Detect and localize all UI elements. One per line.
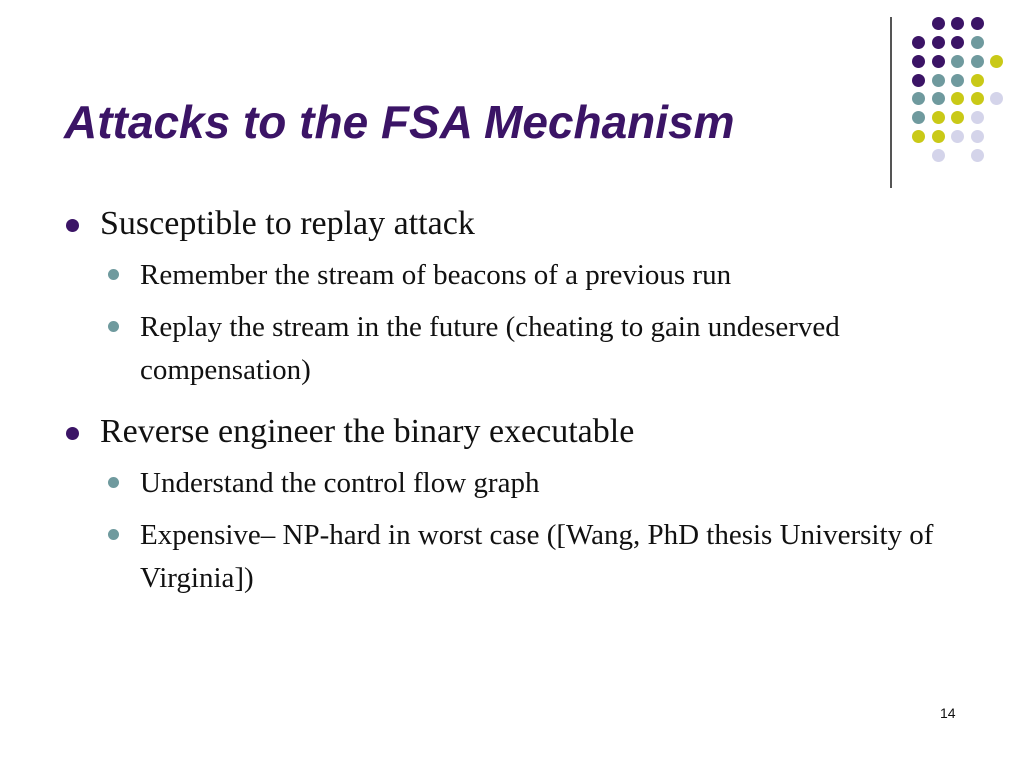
- decorative-dot: [951, 92, 964, 105]
- decorative-dot: [990, 92, 1003, 105]
- bullet-item: [64, 202, 964, 246]
- decorative-dot: [951, 36, 964, 49]
- sub-bullet-dot-icon: [108, 269, 119, 280]
- decorative-dot: [971, 74, 984, 87]
- decorative-dot: [912, 92, 925, 105]
- decorative-dot: [932, 92, 945, 105]
- decorative-dot: [971, 92, 984, 105]
- decorative-dot: [932, 130, 945, 143]
- decorative-dot: [932, 111, 945, 124]
- decorative-dot: [932, 149, 945, 162]
- sub-bullet-item: [64, 306, 964, 392]
- sub-bullet-dot-icon: [108, 321, 119, 332]
- sub-bullet-item: [64, 514, 964, 600]
- decorative-dot: [971, 55, 984, 68]
- decorative-dot: [971, 111, 984, 124]
- decorative-dot: [912, 74, 925, 87]
- decorative-dot: [990, 55, 1003, 68]
- bullet-dot-icon: [66, 219, 79, 232]
- decorative-dot: [912, 111, 925, 124]
- sub-bullet-text: Understand the control flow graph: [140, 467, 540, 499]
- page-number: 14: [940, 705, 956, 721]
- title-divider: [890, 17, 892, 188]
- slide-title: Attacks to the FSA Mechanism: [64, 96, 735, 148]
- sub-bullet-text: Replay the stream in the future (cheating to gain undeserved compensation): [140, 311, 840, 386]
- sub-bullet-item: [64, 254, 964, 297]
- sub-bullet-text: Expensive– NP-hard in worst case ([Wang, PhD thesis University of Virginia]): [140, 519, 934, 594]
- decorative-dot: [912, 36, 925, 49]
- slide-content: [64, 202, 964, 600]
- decorative-dot: [912, 55, 925, 68]
- decorative-dot: [932, 55, 945, 68]
- sub-bullet-item: [64, 462, 964, 505]
- decorative-dot: [951, 130, 964, 143]
- decorative-dot: [951, 111, 964, 124]
- decorative-dot: [951, 74, 964, 87]
- decorative-dot: [932, 36, 945, 49]
- decorative-dot: [971, 149, 984, 162]
- decorative-dot: [932, 74, 945, 87]
- sub-bullet-dot-icon: [108, 477, 119, 488]
- sub-bullet-text: Remember the stream of beacons of a previous run: [140, 259, 732, 291]
- decorative-dot: [951, 55, 964, 68]
- decorative-dot: [971, 36, 984, 49]
- bullet-text: Susceptible to replay attack: [100, 205, 475, 242]
- decorative-dot: [951, 17, 964, 30]
- decorative-dot: [971, 17, 984, 30]
- bullet-item: [64, 410, 964, 454]
- sub-bullet-dot-icon: [108, 529, 119, 540]
- decorative-dot: [971, 130, 984, 143]
- bullet-text: Reverse engineer the binary executable: [100, 413, 635, 450]
- bullet-dot-icon: [66, 427, 79, 440]
- decorative-dot: [932, 17, 945, 30]
- decorative-dot: [912, 130, 925, 143]
